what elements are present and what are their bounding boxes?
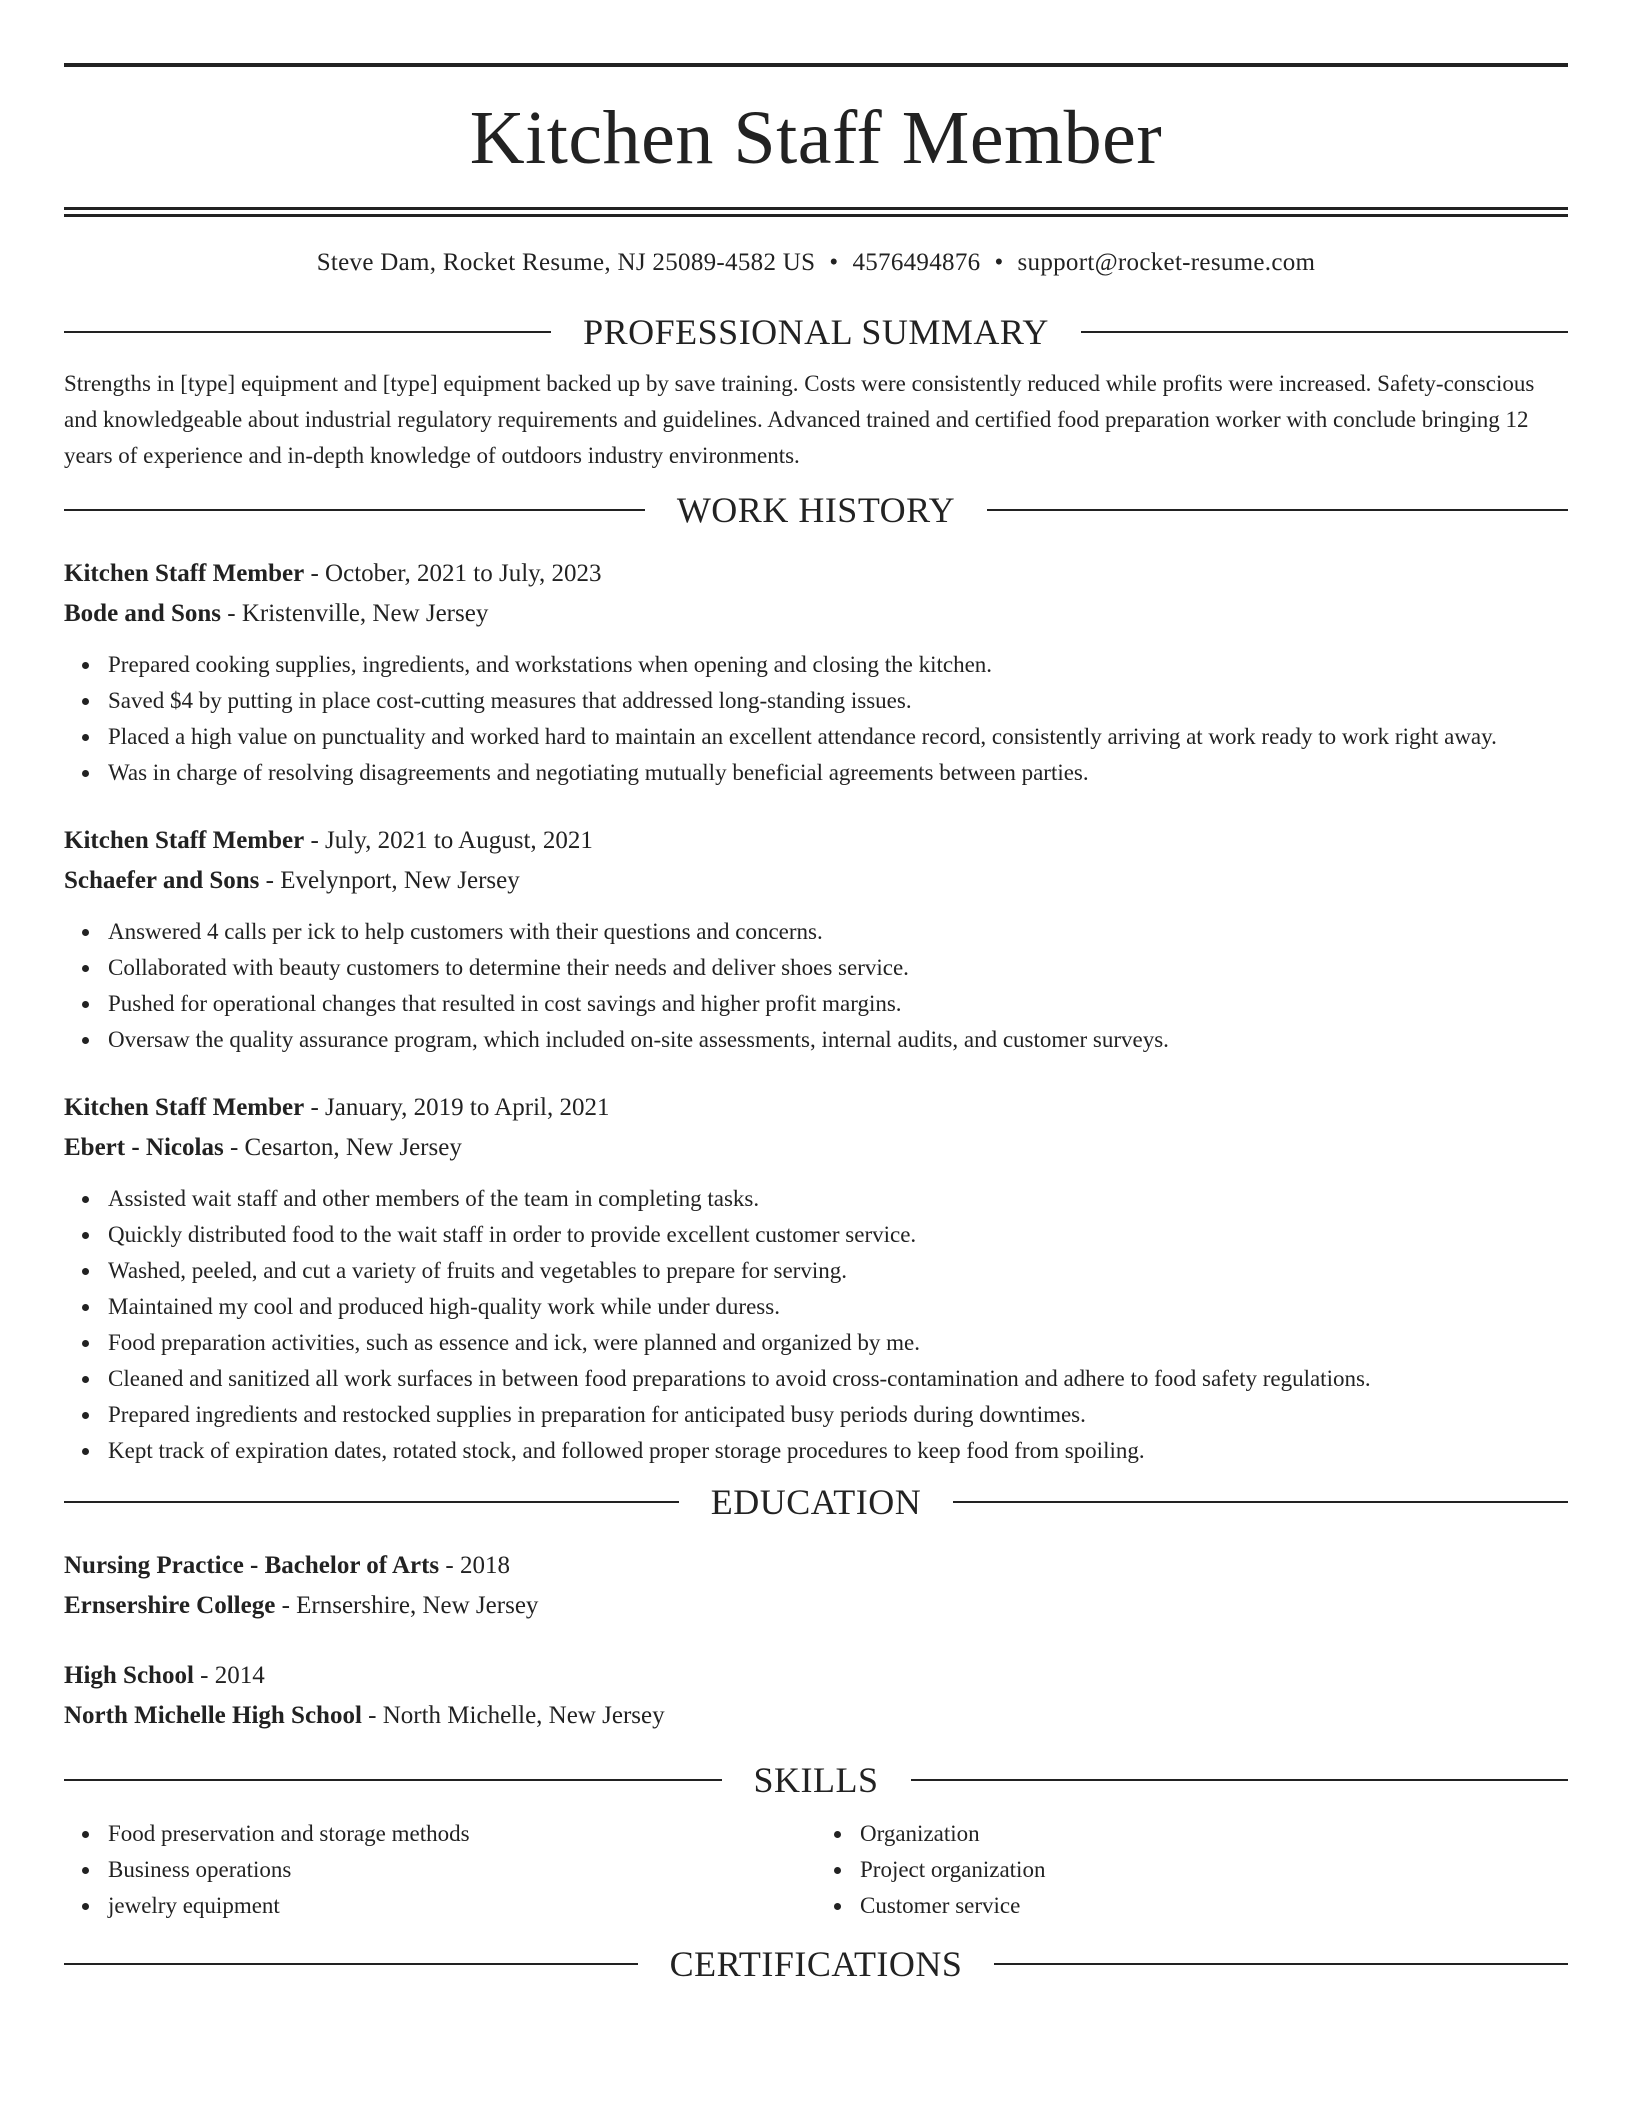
- section-header-work-history: [64, 490, 1568, 530]
- contact-address: Steve Dam, Rocket Resume, NJ 25089-4582 US: [316, 249, 816, 276]
- top-rule: [64, 63, 1568, 67]
- education-school: Ernsershire College: [64, 1592, 276, 1619]
- education-degree: High School: [64, 1662, 194, 1689]
- job-location: - Cesarton, New Jersey: [223, 1134, 462, 1161]
- job-bullet: Assisted wait staff and other members of the team in completing tasks.: [108, 1181, 1568, 1217]
- job-bullet: Oversaw the quality assurance program, which included on-site assessments, internal audits, and customer surveys.: [108, 1022, 1568, 1058]
- skills-grid: [64, 1816, 1568, 1924]
- job-bullet: Washed, peeled, and cut a variety of fruits and vegetables to prepare for serving.: [108, 1253, 1568, 1289]
- skill-item: jewelry equipment: [108, 1888, 816, 1924]
- section-title-skills: SKILLS: [753, 1760, 879, 1800]
- job-bullet: Was in charge of resolving disagreements and negotiating mutually beneficial agreements between parties.: [108, 755, 1568, 791]
- section-title-summary: PROFESSIONAL SUMMARY: [583, 312, 1049, 352]
- skills-list-left: [64, 1816, 816, 1924]
- section-header-education: [64, 1482, 1568, 1522]
- job-role: Kitchen Staff Member: [64, 827, 305, 854]
- section-title-work-history: WORK HISTORY: [676, 490, 956, 530]
- job-company: Schaefer and Sons: [64, 867, 260, 894]
- job-company-line: [64, 861, 1568, 901]
- job-entry: [64, 554, 1568, 791]
- job-company-line: [64, 594, 1568, 634]
- resume-title: Kitchen Staff Member: [469, 96, 1163, 180]
- education-school-line: [64, 1696, 1568, 1736]
- job-company: Ebert - Nicolas: [64, 1134, 224, 1161]
- job-location: - Evelynport, New Jersey: [259, 867, 520, 894]
- job-bullet: Kept track of expiration dates, rotated stock, and followed proper storage procedures to keep food from spoiling.: [108, 1433, 1568, 1469]
- job-company-line: [64, 1128, 1568, 1168]
- section-rule-right: [994, 1963, 1568, 1965]
- job-role-line: [64, 554, 1568, 594]
- job-location: - Kristenville, New Jersey: [221, 600, 489, 627]
- education-location: - Ernsershire, New Jersey: [275, 1592, 539, 1619]
- job-bullet: Prepared ingredients and restocked supplies in preparation for anticipated busy periods during downtimes.: [108, 1397, 1568, 1433]
- education-year: - 2014: [193, 1662, 265, 1689]
- job-bullet: Maintained my cool and produced high-quality work while under duress.: [108, 1289, 1568, 1325]
- education-entry: [64, 1656, 1568, 1736]
- job-entry: [64, 821, 1568, 1058]
- section-header-certifications: [64, 1944, 1568, 1984]
- contact-email: support@rocket-resume.com: [1017, 249, 1316, 276]
- section-rule-right: [953, 1501, 1568, 1503]
- education-location: - North Michelle, New Jersey: [361, 1702, 665, 1729]
- section-title-certifications: CERTIFICATIONS: [669, 1944, 963, 1984]
- job-role-line: [64, 1088, 1568, 1128]
- section-rule-left: [64, 1963, 638, 1965]
- section-rule-left: [64, 509, 645, 511]
- job-bullet-list: [64, 914, 1568, 1058]
- job-bullet: Pushed for operational changes that resulted in cost savings and higher profit margins.: [108, 986, 1568, 1022]
- job-entry: [64, 1088, 1568, 1469]
- education-degree-line: [64, 1656, 1568, 1696]
- education-year: - 2018: [439, 1552, 510, 1579]
- job-bullet: Food preparation activities, such as essence and ick, were planned and organized by me.: [108, 1325, 1568, 1361]
- education-degree: Nursing Practice - Bachelor of Arts: [64, 1552, 440, 1579]
- section-header-summary: [64, 312, 1568, 352]
- contact-separator: •: [994, 249, 1004, 276]
- education-school-line: [64, 1586, 1568, 1626]
- skill-item: Project organization: [860, 1852, 1568, 1888]
- job-bullet: Cleaned and sanitized all work surfaces in between food preparations to avoid cross-contamination and adhere to food safety regulations.: [108, 1361, 1568, 1397]
- job-dates: - January, 2019 to April, 2021: [304, 1094, 610, 1121]
- section-rule-right: [1081, 331, 1568, 333]
- job-bullet-list: [64, 1181, 1568, 1469]
- education-entry: [64, 1546, 1568, 1626]
- education-degree-line: [64, 1546, 1568, 1586]
- section-rule-right: [911, 1779, 1569, 1781]
- contact-phone: 4576494876: [852, 249, 981, 276]
- job-bullet: Collaborated with beauty customers to determine their needs and deliver shoes service.: [108, 950, 1568, 986]
- resume-page: [64, 0, 1568, 1984]
- job-dates: - October, 2021 to July, 2023: [304, 560, 602, 587]
- skill-item: Organization: [860, 1816, 1568, 1852]
- skill-item: Customer service: [860, 1888, 1568, 1924]
- skill-item: Food preservation and storage methods: [108, 1816, 816, 1852]
- job-bullet: Saved $4 by putting in place cost-cutting measures that addressed long-standing issues.: [108, 683, 1568, 719]
- skill-item: Business operations: [108, 1852, 816, 1888]
- education-school: North Michelle High School: [64, 1702, 362, 1729]
- job-dates: - July, 2021 to August, 2021: [304, 827, 593, 854]
- summary-text: Strengths in [type] equipment and [type] equipment backed up by save training. Costs were consistently reduced while profits were increased. Safety-conscious and knowledgeable about industrial regulatory requirements and guidelines. Advanced trained and certified food preparation worker with conclude bringing 12 years of experience and in-depth knowledge of outdoors industry environments.: [64, 371, 1535, 468]
- section-rule-left: [64, 1779, 722, 1781]
- double-rule: [64, 207, 1568, 217]
- section-rule-left: [64, 331, 551, 333]
- section-title-education: EDUCATION: [710, 1482, 922, 1522]
- section-rule-left: [64, 1501, 679, 1503]
- job-bullet: Quickly distributed food to the wait staff in order to provide excellent customer service.: [108, 1217, 1568, 1253]
- job-role-line: [64, 821, 1568, 861]
- job-bullet: Prepared cooking supplies, ingredients, and workstations when opening and closing the kitchen.: [108, 647, 1568, 683]
- job-bullet-list: [64, 647, 1568, 791]
- job-bullet: Placed a high value on punctuality and worked hard to maintain an excellent attendance record, consistently arriving at work ready to work right away.: [108, 719, 1568, 755]
- job-company: Bode and Sons: [64, 600, 222, 627]
- section-header-skills: [64, 1760, 1568, 1800]
- contact-separator: •: [829, 249, 839, 276]
- skills-list-right: [816, 1816, 1568, 1924]
- job-role: Kitchen Staff Member: [64, 1094, 305, 1121]
- job-role: Kitchen Staff Member: [64, 560, 305, 587]
- job-bullet: Answered 4 calls per ick to help customers with their questions and concerns.: [108, 914, 1568, 950]
- contact-line: [64, 250, 1568, 275]
- section-rule-right: [987, 509, 1568, 511]
